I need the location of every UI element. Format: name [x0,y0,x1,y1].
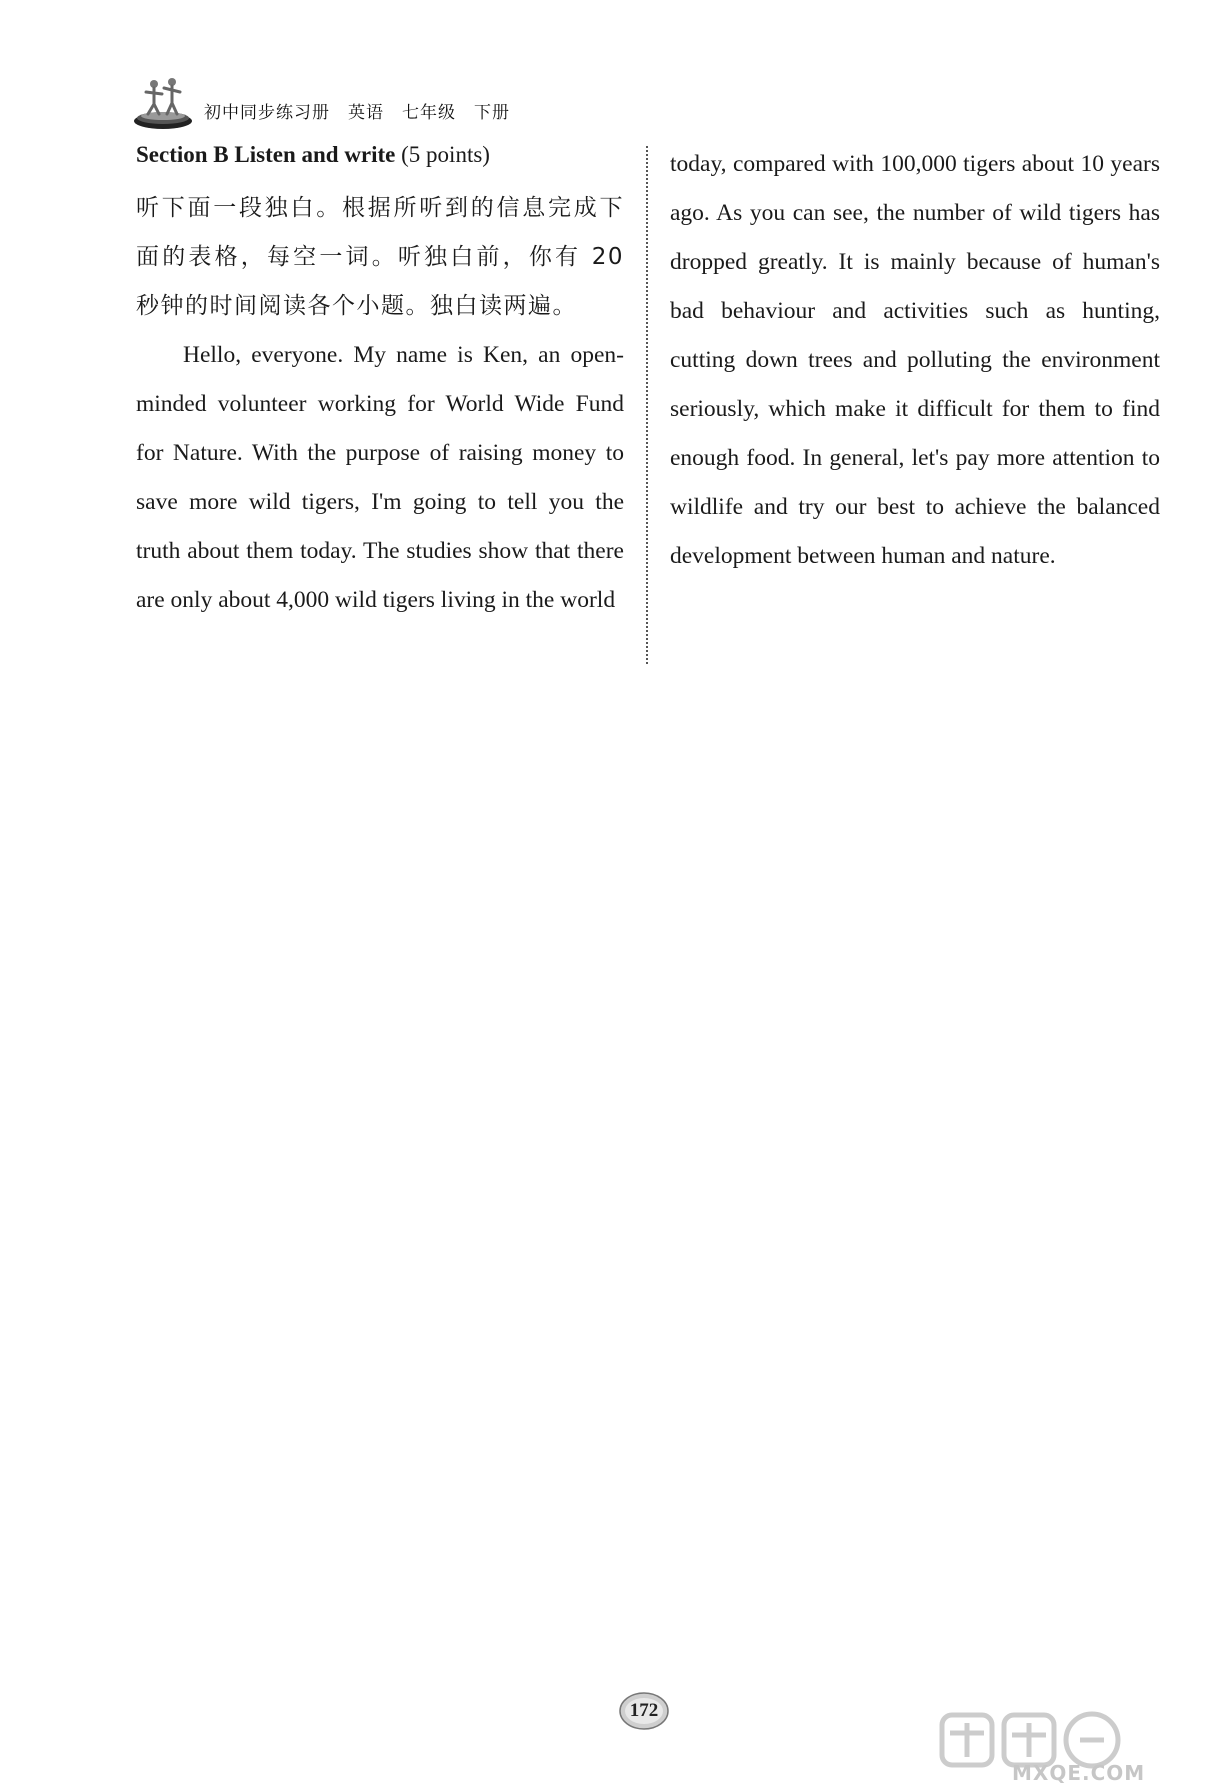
section-title-text: Section B Listen and write [136,142,396,167]
book-title: 初中同步练习册 [204,102,330,123]
section-points: (5 points) [401,142,490,167]
right-column [670,140,1160,581]
instructions: 听下面一段独白。根据所听到的信息完成下面的表格，每空一词。听独白前，你有 20 秒钟的时间阅读各个小题。独白读两遍。 [136,195,624,319]
grade: 七年级 [402,102,456,123]
watermark-url: MXQE.COM [1012,1761,1146,1785]
page-number [618,1691,670,1731]
logo-icon [132,74,194,132]
page-number-text: 172 [629,1700,659,1721]
watermark [930,1705,1166,1785]
monologue-left: Hello, everyone. My name is Ken, an open-minded volunteer working for World Wide Fund for Nature. With the purpose of raising money to save more wild tigers, I'm going to tell you the truth about them today. The studies show that there are only about 4,000 wild tigers living in the world [136,342,624,613]
monologue-right: today, compared with 100,000 tigers about 10 years ago. As you can see, the number of wild tigers has dropped greatly. It is mainly because of human's bad behaviour and activities such as hunting, cutting down trees and polluting the environment seriously, which make it difficult for them to find enough food. In general, let's pay more attention to wildlife and try our best to achieve the balanced development between human and nature. [670,151,1160,569]
column-divider [646,146,648,664]
section-title [136,140,624,170]
volume: 下册 [474,102,510,123]
subject: 英语 [348,102,384,123]
header-title [204,84,510,123]
page-header [132,74,510,132]
left-column [136,140,624,625]
